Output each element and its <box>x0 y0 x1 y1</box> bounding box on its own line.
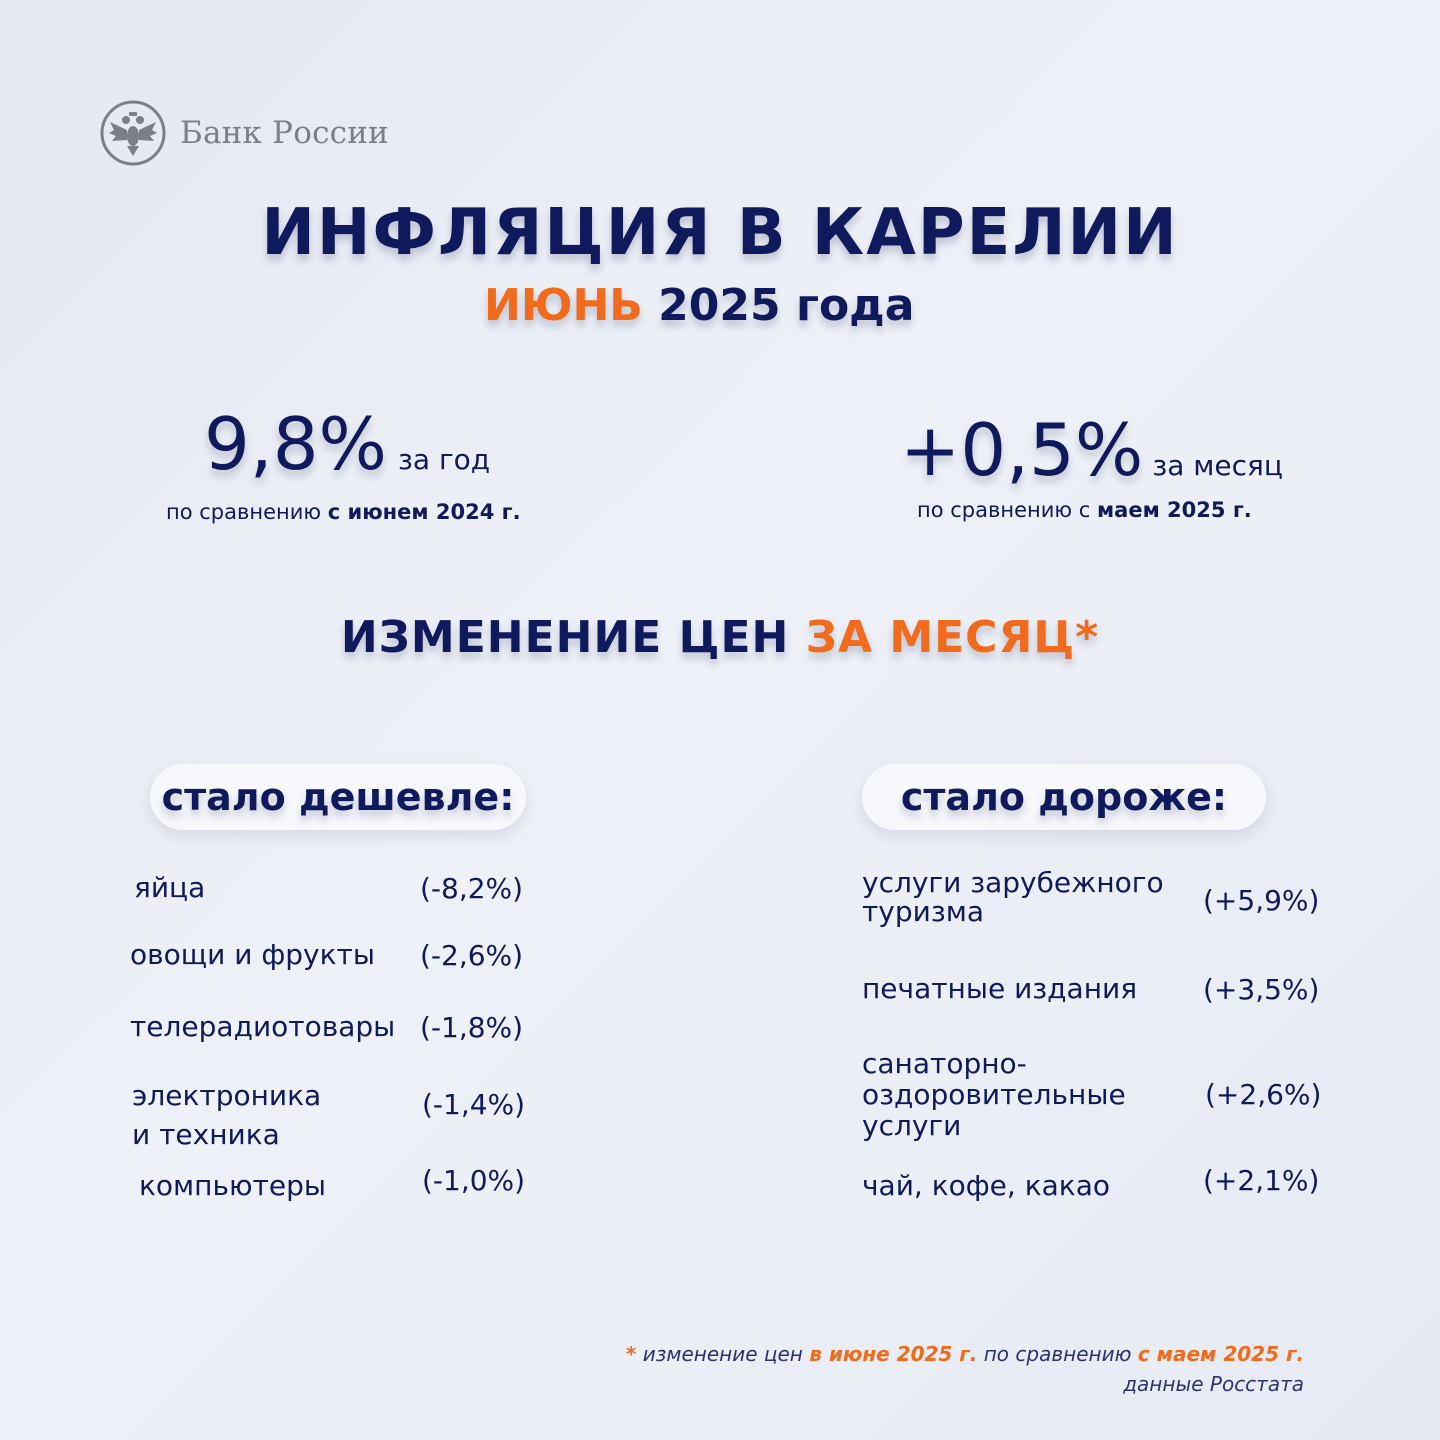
footnote-part3: по сравнению <box>983 1342 1132 1366</box>
monthly-compare-bold: маем 2025 г. <box>1097 498 1252 522</box>
cheaper-label-text: стало дешевле: <box>161 775 515 819</box>
monthly-inflation <box>900 408 1283 492</box>
period-month: ИЮНЬ <box>484 280 643 331</box>
annual-compare-bold: с июнем 2024 г. <box>327 500 521 524</box>
pricier-item-value: (+2,1%) <box>1203 1164 1320 1197</box>
footnote-star: * <box>625 1342 637 1366</box>
cheaper-item-value: (-8,2%) <box>420 872 524 905</box>
footnote <box>626 1342 1304 1366</box>
pricier-item-value: (+3,5%) <box>1203 973 1320 1006</box>
cheaper-item-name: яйца <box>134 871 206 904</box>
page-title: ИНФЛЯЦИЯ В КАРЕЛИИ <box>261 196 1179 270</box>
section-title <box>0 612 1440 663</box>
cheaper-item-value: (-1,0%) <box>422 1164 526 1197</box>
pricier-label <box>862 764 1266 830</box>
monthly-compare-prefix: по сравнению с <box>917 498 1091 522</box>
section-title-main: ИЗМЕНЕНИЕ ЦЕН <box>340 612 790 663</box>
cheaper-item-value: (-1,8%) <box>420 1011 524 1044</box>
footnote-part1: изменение цен <box>642 1342 803 1366</box>
pricier-item-value: (+5,9%) <box>1203 884 1320 917</box>
double-headed-eagle-icon <box>100 100 166 166</box>
brand-name: Банк России <box>180 115 389 151</box>
annual-inflation <box>204 402 491 486</box>
monthly-unit: за месяц <box>1152 449 1283 482</box>
pricier-item-name: печатные издания <box>862 972 1138 1005</box>
annual-unit: за год <box>398 443 491 476</box>
footnote-source: данные Росстата <box>1123 1372 1304 1396</box>
period-subtitle <box>484 280 914 331</box>
cheaper-item-name: компьютеры <box>139 1169 326 1202</box>
monthly-comparison <box>917 498 1252 522</box>
brand-logo <box>100 100 389 166</box>
pricier-label-text: стало дороже: <box>900 775 1228 819</box>
cheaper-label <box>150 764 526 830</box>
monthly-value: +0,5% <box>900 408 1144 492</box>
cheaper-item-value: (-1,4%) <box>422 1088 526 1121</box>
pricier-item-name: услуги зарубежного туризма <box>862 866 1164 928</box>
section-title-accent: ЗА МЕСЯЦ* <box>805 612 1100 663</box>
cheaper-item-name: телерадиотовары <box>130 1010 396 1043</box>
period-year: 2025 года <box>658 280 915 331</box>
pricier-item-name: чай, кофе, какао <box>862 1169 1110 1202</box>
pricier-item-value: (+2,6%) <box>1205 1078 1322 1111</box>
cheaper-item-name: электроника и техника <box>132 1079 322 1151</box>
annual-value: 9,8% <box>204 402 387 486</box>
footnote-part4: с маем 2025 г. <box>1137 1342 1304 1366</box>
footnote-part2: в июне 2025 г. <box>809 1342 978 1366</box>
cheaper-item-name: овощи и фрукты <box>130 938 375 971</box>
cheaper-item-value: (-2,6%) <box>420 939 524 972</box>
pricier-item-name: санаторно- оздоровительные услуги <box>862 1047 1126 1142</box>
annual-compare-prefix: по сравнению <box>166 500 322 524</box>
annual-comparison <box>166 500 521 524</box>
